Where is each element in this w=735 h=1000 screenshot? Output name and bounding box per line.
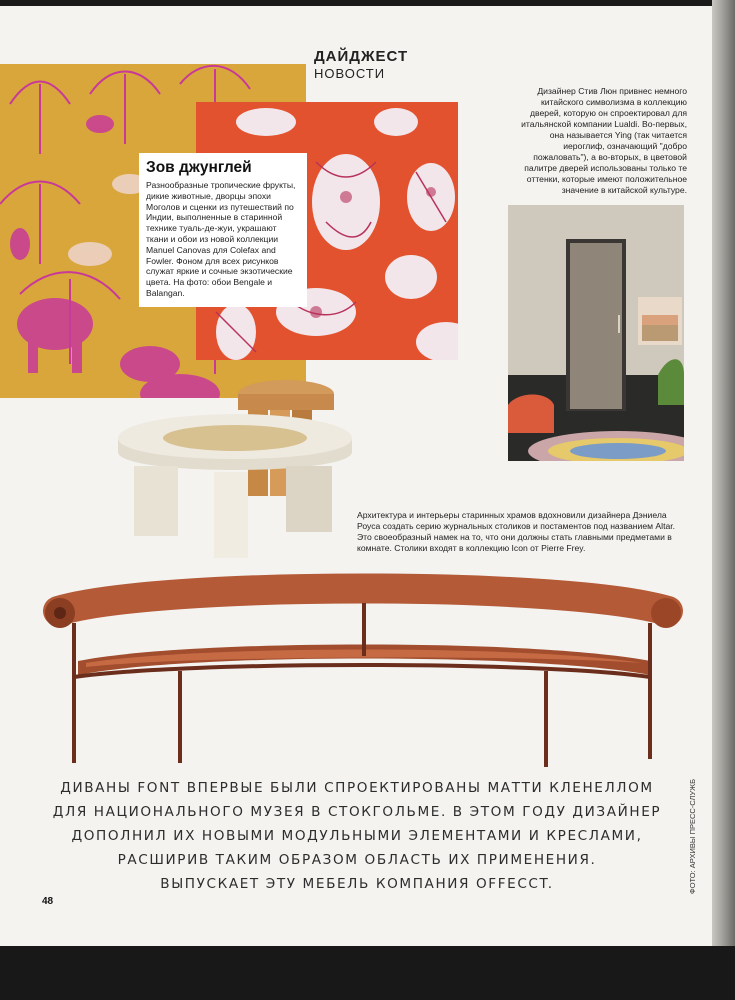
section-header xyxy=(306,46,409,83)
quote-line: ДИВАНЫ FONT ВПЕРВЫЕ БЫЛИ СПРОЕКТИРОВАНЫ МАТТИ КЛЕНЕЛЛОМ xyxy=(60,780,654,796)
page-number: 48 xyxy=(42,896,54,907)
quote-line: ВЫПУСКАЕТ ЭТУ МЕБЕЛЬ КОМПАНИЯ OFFECCT. xyxy=(160,876,554,892)
altar-tables-photo xyxy=(110,376,360,566)
section-title: ДАЙДЖЕСТ xyxy=(314,48,409,65)
magazine-page xyxy=(0,6,712,946)
jungle-heading: Зов джунглей xyxy=(146,159,252,176)
jungle-body: Разнообразные тропические фрукты, дикие животные, дворцы эпохи Моголов и сценки из путешествий по Индии, выполненные в старинной технике туаль-де-жуи, украшают ткани и обои из новой коллекции Manuel Canovas для Colefax and Fowler. Фоном для всех рисунков служат яркие и сочные экзотические цвета. На фото: обои Bengale и Balangan. xyxy=(146,180,296,298)
background-edge xyxy=(0,946,735,1000)
quote-line: РАСШИРИВ ТАКИМ ОБРАЗОМ ОБЛАСТЬ ИХ ПРИМЕНЕНИЯ. xyxy=(117,852,597,868)
photo-credit-text: ФОТО: АРХИВЫ ПРЕСС-СЛУЖБ xyxy=(688,779,697,894)
quote-line: ДОПОЛНИЛ ИХ НОВЫМИ МОДУЛЬНЫМИ ЭЛЕМЕНТАМИ И КРЕСЛАМИ, xyxy=(71,828,643,844)
door-photo xyxy=(508,205,684,461)
sofa-quote xyxy=(40,776,674,896)
tables-caption: Архитектура и интерьеры старинных храмов вдохновили дизайнера Дэниела Роуса создать серию журнальных столиков и постаментов под названием Altar. Это своеобразный намек на то, что они должны стать главными предметами в комнате. Столики входят в коллекцию Icon от Pierre Frey. xyxy=(357,510,676,553)
magazine-spine xyxy=(712,0,735,1000)
photo-credit xyxy=(686,774,700,894)
door-caption: Дизайнер Стив Люн привнес немного китайского символизма в коллекцию дверей, которую он спроектировал для итальянской компании Lualdi. Во-первых, она называется Ying (так читается иероглиф, означающий "добро пожаловать"), а во-вторых, в цветовой палитре дверей использованы только те оттенки, которые имеют положительное значение в китайской культуре. xyxy=(521,86,687,195)
section-subtitle: НОВОСТИ xyxy=(314,66,386,81)
jungle-article xyxy=(139,153,307,307)
quote-line: ДЛЯ НАЦИОНАЛЬНОГО МУЗЕЯ В СТОКГОЛЬМЕ. В ЭТОМ ГОДУ ДИЗАЙНЕР xyxy=(52,804,662,820)
font-sofa-photo xyxy=(38,571,688,771)
